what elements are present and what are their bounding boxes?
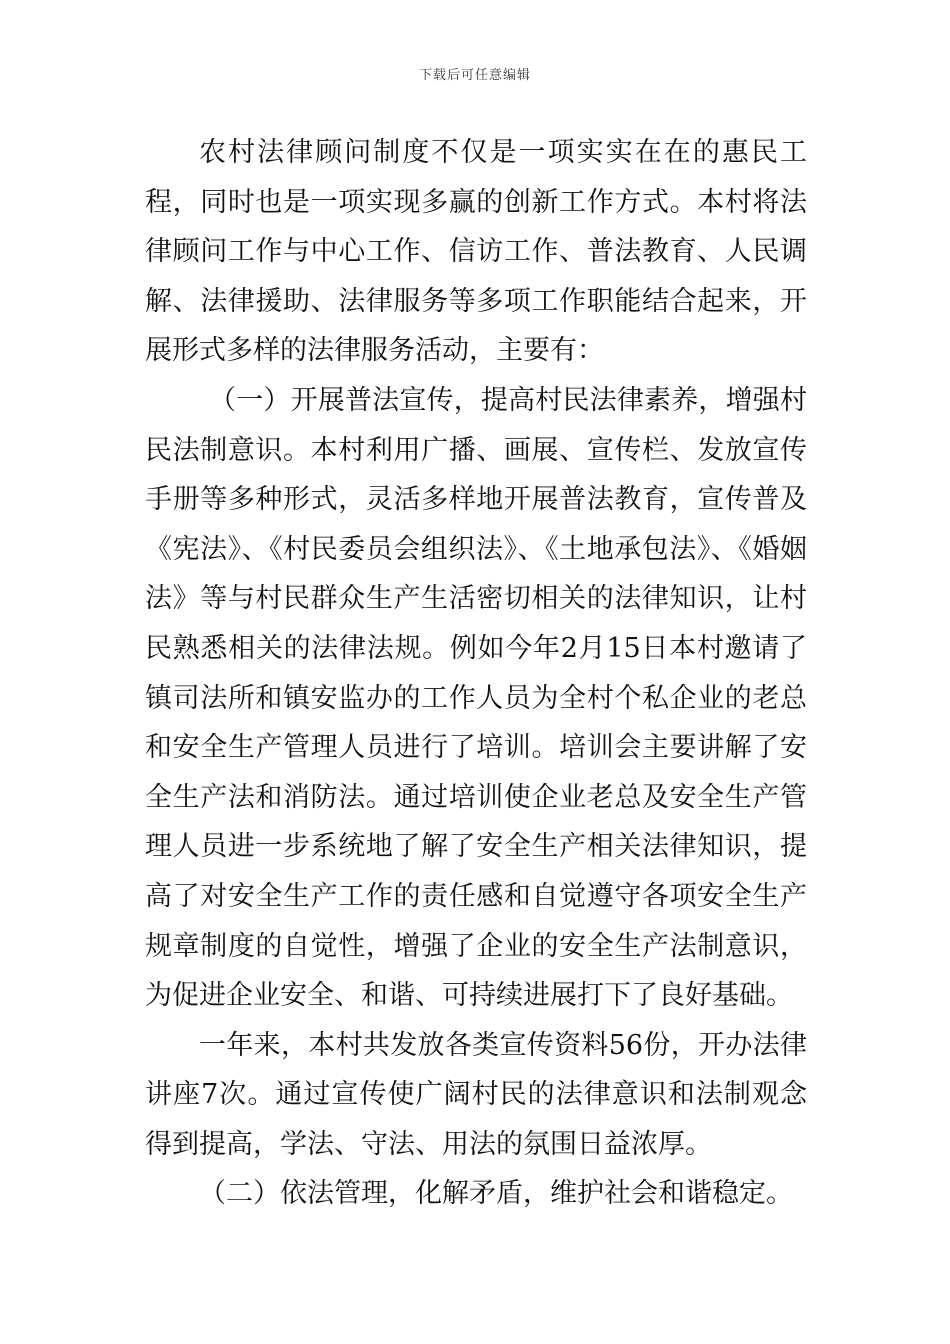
header-note: 下载后可任意编辑 bbox=[418, 68, 531, 83]
paragraph-section-two-heading: （二）依法管理，化解矛盾，维护社会和谐稳定。 bbox=[199, 1178, 793, 1210]
paragraph-section-one: （一）开展普法宣传，提高村民法律素养，增强村民法制意识。本村利用广播、画展、宣传栏、发放宣传手册等多种形式，灵活多样地开展普法教育，宣传普及《宪法》、《村民委员会组织法》、《土地承包法》、《婚姻法》等与村民群众生产生活密切相关的法律知识，让村民熟悉相关的法律法规。例如今年2月15日本村邀请了镇司法所和镇安监办的工作人员为全村个私企业的老总和安全生产管理人员进行了培训。培训会主要讲解了安全生产法和消防法。通过培训使企业老总及安全生产管理人员进一步系统地了解了安全生产相关法律知识，提高了对安全生产工作的责任感和自觉遵守各项安全生产规章制度的自觉性，增强了企业的安全生产法制意识，为促进企业安全、和谐、可持续进展打下了良好基础。 bbox=[145, 384, 807, 1012]
paragraph-summary: 一年来，本村共发放各类宣传资料56份，开办法律讲座7次。通过宣传使广阔村民的法律意识和法制观念得到提高，学法、守法、用法的氛围日益浓厚。 bbox=[145, 1029, 807, 1160]
paragraph-intro: 农村法律顾问制度不仅是一项实实在在的惠民工程，同时也是一项实现多赢的创新工作方式。本村将法律顾问工作与中心工作、信访工作、普法教育、人民调解、法律援助、法律服务等多项工作职能结合起来，开展形式多样的法律服务活动，主要有： bbox=[145, 137, 807, 367]
document-body bbox=[145, 128, 807, 1219]
